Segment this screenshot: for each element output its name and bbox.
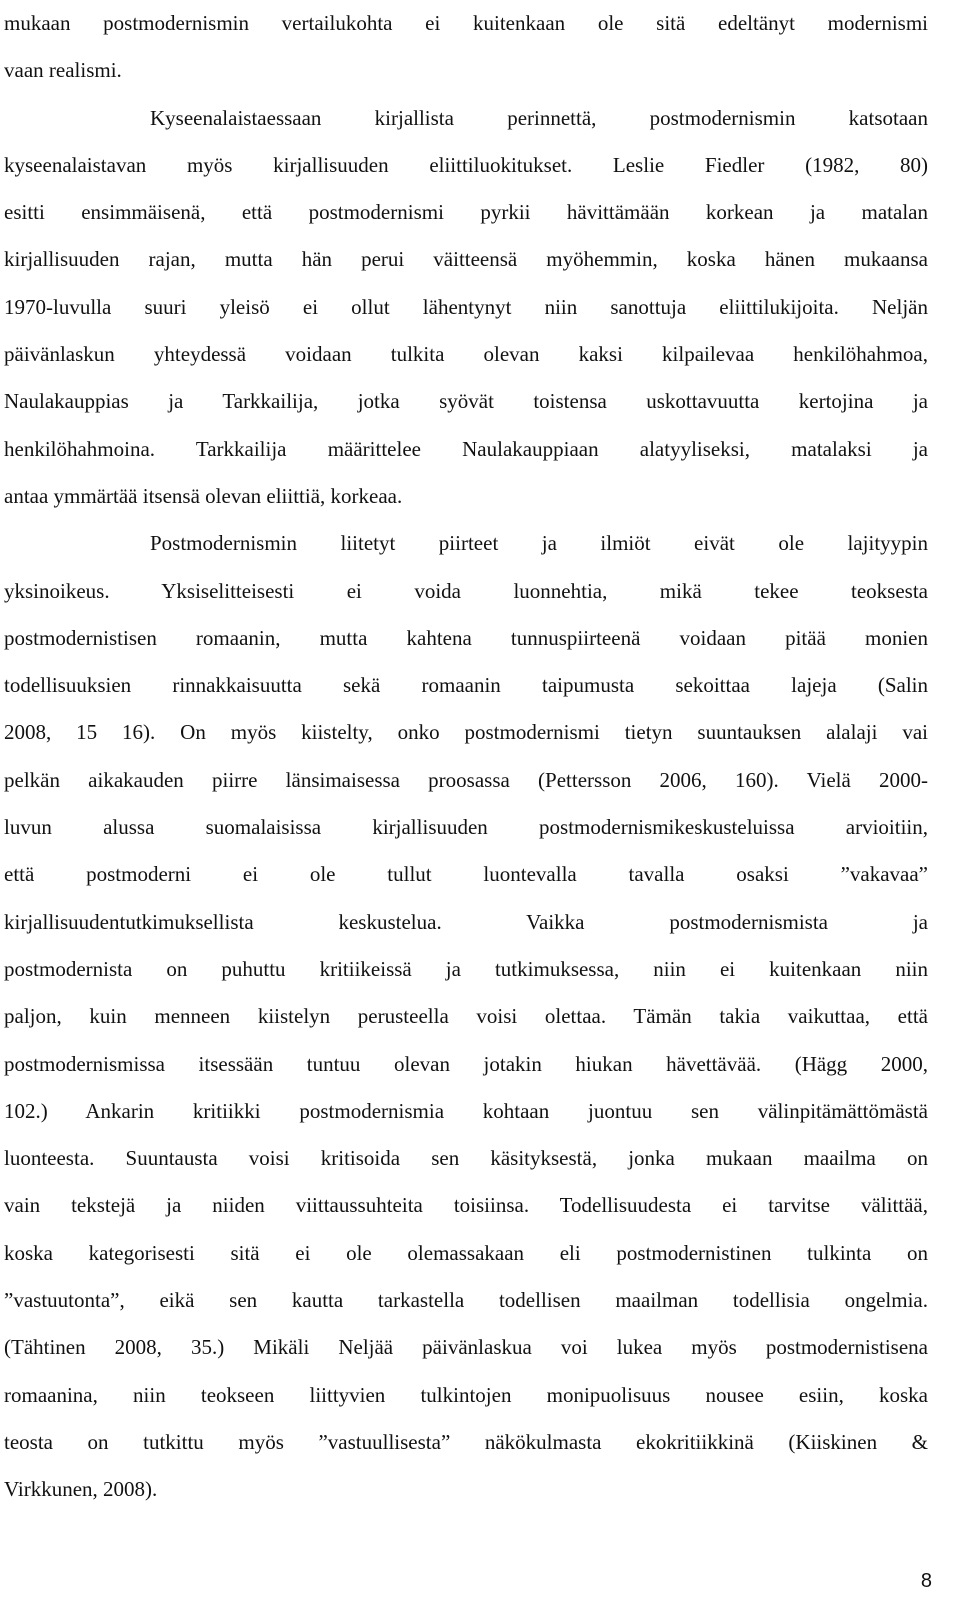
text-line: koska kategorisesti sitä ei ole olemassakaan eli postmodernistinen tulkinta on (4, 1240, 928, 1265)
text-line: teosta on tutkittu myös ”vastuullisesta” näkökulmasta ekokritiikkinä (Kiiskinen & (4, 1429, 928, 1454)
text-line: (Tähtinen 2008, 35.) Mikäli Neljää päivänlaskua voi lukea myös postmodernistisena (4, 1335, 928, 1360)
text-line: vain tekstejä ja niiden viittaussuhteita toisiinsa. Todellisuudesta ei tarvitse välittää, (4, 1193, 928, 1218)
text-line: Naulakauppias ja Tarkkailija, jotka syövät toistensa uskottavuutta kertojina ja (4, 389, 928, 414)
body-text (4, 0, 928, 1514)
text-line: esitti ensimmäisenä, että postmodernismi pyrkii hävittämään korkean ja matalan (4, 200, 928, 225)
text-line: Postmodernismin liitetyt piirteet ja ilmiöt eivät ole lajityypin (150, 531, 928, 556)
text-line: päivänlaskun yhteydessä voidaan tulkita olevan kaksi kilpailevaa henkilöhahmoa, (4, 342, 928, 367)
text-line: luonteesta. Suuntausta voisi kritisoida sen käsityksestä, jonka mukaan maailma on (4, 1146, 928, 1171)
text-line: antaa ymmärtää itsensä olevan eliittiä, korkeaa. (4, 483, 403, 508)
text-line: yksinoikeus. Yksiselitteisesti ei voida luonnehtia, mikä tekee teoksesta (4, 578, 928, 603)
text-line: pelkän aikakauden piirre länsimaisessa proosassa (Pettersson 2006, 160). Vielä 2000- (4, 767, 928, 792)
text-line: Virkkunen, 2008). (4, 1477, 158, 1502)
text-line: kirjallisuuden rajan, mutta hän perui väitteensä myöhemmin, koska hänen mukaansa (4, 247, 928, 272)
text-line: postmodernismissa itsessään tuntuu olevan jotakin hiukan hävettävää. (Hägg 2000, (4, 1051, 928, 1076)
text-line: postmodernista on puhuttu kritiikeissä ja tutkimuksessa, niin ei kuitenkaan niin (4, 956, 928, 981)
text-line: 2008, 15 16). On myös kiistelty, onko postmodernismi tietyn suuntauksen alalaji vai (4, 720, 928, 745)
text-line: ”vastuutonta”, eikä sen kautta tarkastella todellisen maailman todellisia ongelmia. (4, 1288, 928, 1313)
text-line: Kyseenalaistaessaan kirjallista perinnettä, postmodernismin katsotaan (150, 105, 928, 130)
text-line: paljon, kuin menneen kiistelyn perusteella voisi olettaa. Tämän takia vaikuttaa, että (4, 1004, 928, 1029)
text-line: luvun alussa suomalaisissa kirjallisuuden postmodernismikeskusteluissa arvioitiin, (4, 815, 928, 840)
text-line: romaanina, niin teokseen liittyvien tulkintojen monipuolisuus nousee esiin, koska (4, 1382, 928, 1407)
page-number: 8 (920, 1570, 932, 1592)
text-line: kirjallisuudentutkimuksellista keskustelua. Vaikka postmodernismista ja (4, 909, 928, 934)
text-line: että postmoderni ei ole tullut luontevalla tavalla osaksi ”vakavaa” (4, 862, 928, 887)
text-line: kyseenalaistavan myös kirjallisuuden eliittiluokitukset. Leslie Fiedler (1982, 80) (4, 152, 928, 177)
text-line: todellisuuksien rinnakkaisuutta sekä romaanin taipumusta sekoittaa lajeja (Salin (4, 673, 928, 698)
text-line: mukaan postmodernismin vertailukohta ei kuitenkaan ole sitä edeltänyt modernismi (4, 11, 928, 35)
text-line: postmodernistisen romaanin, mutta kahtena tunnuspiirteenä voidaan pitää monien (4, 625, 928, 650)
text-line: 102.) Ankarin kritiikki postmodernismia kohtaan juontuu sen välinpitämättömästä (4, 1098, 928, 1123)
text-line: 1970-luvulla suuri yleisö ei ollut lähentynyt niin sanottuja eliittilukijoita. Neljän (4, 294, 928, 319)
text-line: vaan realismi. (4, 58, 122, 83)
text-line: henkilöhahmoina. Tarkkailija määrittelee Naulakauppiaan alatyyliseksi, matalaksi ja (4, 436, 928, 461)
